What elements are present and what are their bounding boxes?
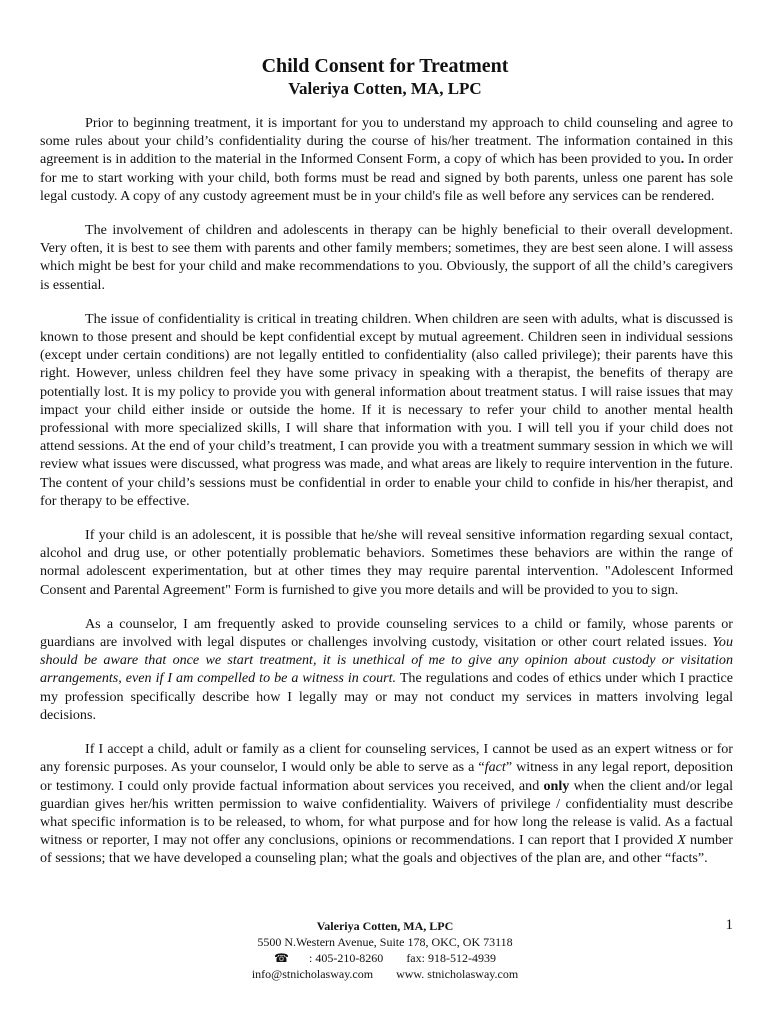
text-run: number of sessions; that we have developed a counseling plan; what the goals and objectives of the plan are, and other “facts”. (40, 832, 734, 867)
footer-website: www. stnicholasway.com (396, 967, 519, 981)
text-run: The involvement of children and adolescents in therapy can be highly beneficial to their overall development. Very often, it is best to see them with parents and other family members; sometimes, they are best seen alone. I will assess which might be best for your child and make recommendations to you. Obviously, the support of all the child’s caregivers is essential. (40, 222, 733, 293)
bold-text: . (680, 151, 685, 168)
paragraph-legal-disputes (40, 615, 733, 724)
text-run: Prior to beginning treatment, it is important for you to understand my approach to child counseling and agree to some rules about your child’s confidentiality during the course of his/her treatment. The information contained in this agreement is in addition to the material in the Informed Consent Form, a copy of which has been provided to you (40, 115, 733, 168)
italic-text: You should be aware that once we start treatment, it is unethical of me to give any opinion about custody or visitation arrangements, even if I am compelled to be a witness in court. (40, 634, 733, 687)
text-run: In order for me to start working with your child, both forms must be read and signed by both parents, unless one parent has sole legal custody. A copy of any custody agreement must be in your child's file as well before any services can be rendered. (40, 151, 733, 204)
bold-text: only (543, 777, 570, 794)
text-run: ” witness in any legal report, deposition or testimony. I could only provide factual information about services you received, and (40, 759, 733, 794)
text-run: If I accept a child, adult or family as a client for counseling services, I cannot be used as an expert witness or for any forensic purposes. As your counselor, I would only be able to serve as a “ (40, 741, 733, 776)
paragraph-adolescent (40, 526, 733, 599)
footer-email: info@stnicholasway.com (251, 967, 374, 981)
paragraph-intro (40, 114, 733, 205)
paragraph-involvement (40, 221, 733, 294)
text-run: when the client and/or legal guardian gives her/his written permission to waive confidentiality. Waivers of privilege / confidentiality must describe what specific information is to be released, to whom, for what purpose and for how long the release is valid. As a factual witness or reporter, I may not offer any conclusions, opinions or recommendations. I can report that I provided (40, 777, 734, 849)
italic-text: fact (484, 759, 506, 776)
paragraph-confidentiality (40, 310, 733, 510)
text-run: If your child is an adolescent, it is possible that he/she will reveal sensitive information regarding sexual contact, alcohol and drug use, or other potentially problematic behaviors. Sometimes these behaviors are within the range of normal adolescent experimentation, but at other times they may require parental intervention. "Adolescent Informed Consent and Parental Agreement" Form is furnished to give you more details and will be provided to you to sign. (40, 527, 733, 598)
footer-phone-fax (0, 950, 770, 966)
footer-fax: fax: 918-512-4939 (406, 951, 496, 965)
paragraph-witness (40, 740, 733, 867)
text-run: The regulations and codes of ethics under which I practice my profession specifically describe how I legally may or may not conduct my services in matters involving legal decisions. (40, 670, 734, 723)
text-run: The issue of confidentiality is critical in treating children. When children are seen with adults, what is discussed is known to those present and should be kept confidential except by mutual agreement. Children seen in individual sessions (except under certain conditions) are not legally entitled to confidentiality (also called privilege); their parents have this right. However, unless children feel they have some privacy in speaking with a therapist, the benefits of therapy are potentially lost. It is my policy to provide you with general information about treatment status. I will raise issues that may impact your child either inside or outside the home. If it is necessary to refer your child to another mental health professional with more specialized skills, I will share that information with you. I will tell you if your child does not attend sessions. At the end of your child’s treatment, I can provide you with a treatment summary session in which we will review what issues were discussed, what progress was made, and what areas are likely to require intervention in the future. The content of your child’s sessions must be confidential in order to enable your child to confide in his/her therapist, and for therapy to be effective. (40, 310, 733, 509)
footer-name: Valeriya Cotten, MA, LPC (316, 919, 454, 933)
document-title: Child Consent for Treatment (261, 55, 509, 77)
footer-phone (274, 951, 383, 965)
footer-address: 5500 N.Western Avenue, Suite 178, OKC, OK 73118 (257, 935, 513, 949)
document-subtitle: Valeriya Cotten, MA, LPC (288, 79, 482, 98)
text-run: As a counselor, I am frequently asked to provide counseling services to a child or family, whose parents or guardians are involved with legal disputes or challenges involving custody, visitation or other court related issues. (40, 615, 733, 651)
footer-phone-number: : 405-210-8260 (308, 951, 384, 965)
footer-web (0, 966, 770, 982)
telephone-icon: ☎ (274, 951, 289, 965)
italic-text: X (677, 832, 686, 849)
page-number: 1 (725, 917, 733, 933)
page-footer (0, 918, 770, 982)
document-body (40, 114, 733, 884)
